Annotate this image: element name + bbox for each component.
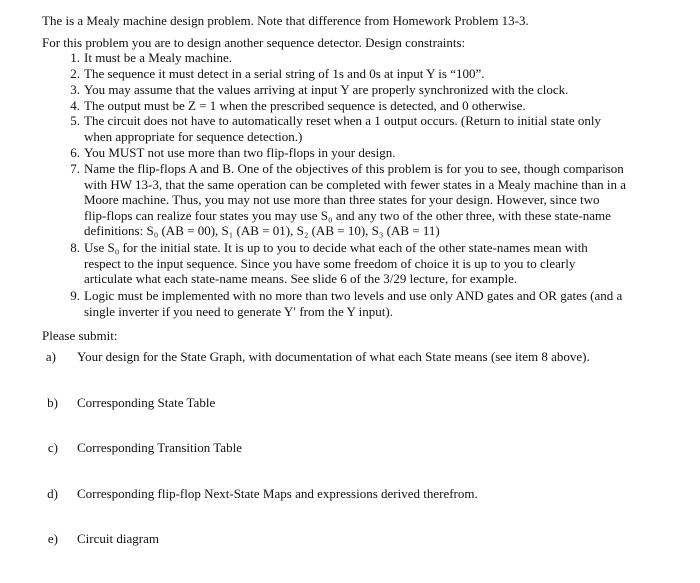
constraint-number: 1.: [70, 50, 80, 65]
constraint-text-line: The circuit does not have to automatically reset when a 1 output occurs. (Return to initial state only: [84, 113, 601, 128]
constraint-text-line: Name the flip-flops A and B. One of the objectives of this problem is for you to see, though comparison: [84, 161, 624, 176]
constraint-number: 4.: [70, 98, 80, 113]
constraint-number: 6.: [70, 145, 80, 160]
constraint-text-line: Use S₀ for the initial state. It is up to you to decide what each of the other state-names mean with: [84, 240, 588, 255]
constraint-number: 2.: [70, 66, 80, 81]
submit-item-text: Corresponding flip-flop Next-State Maps and expressions derived therefrom.: [77, 486, 478, 501]
constraint-text-line: The sequence it must detect in a serial string of 1s and 0s at input Y is “100”.: [84, 66, 485, 81]
submit-item-letter: c): [47, 440, 58, 455]
constraint-text-line: Moore machine. Thus, you may not use more than three states for your design. However, since two: [84, 192, 600, 208]
constraint-text-line: single inverter if you need to generate Y′ from the Y input).: [84, 303, 393, 319]
constraint-text-line: It must be a Mealy machine.: [84, 50, 233, 65]
constraint-text-line: Logic must be implemented with no more than two levels and use only AND gates and OR gates (and a: [84, 288, 623, 303]
submit-heading: Please submit:: [42, 328, 118, 343]
constraint-text-line: with HW 13-3, that the same operation can be completed with fewer states in a Mealy machine than in a: [84, 176, 626, 192]
constraint-text-line: You MUST not use more than two flip-flops in your design.: [84, 145, 396, 160]
constraint-number: 5.: [70, 113, 80, 128]
constraint-text-line: flip-flops can realize four states you may use S₀ and any two of the other three, with these state-name: [84, 207, 611, 223]
constraint-text-line: The output must be Z = 1 when the prescribed sequence is detected, and 0 otherwise.: [84, 98, 526, 113]
submit-item-letter: a): [45, 349, 56, 364]
submit-item-text: Circuit diagram: [77, 531, 159, 546]
constraint-number: 9.: [70, 288, 80, 303]
submit-item-letter: b): [47, 395, 58, 410]
submit-item-text: Corresponding Transition Table: [77, 440, 242, 455]
constraint-text-line: definitions: S₀ (AB = 00), S₁ (AB = 01), S₂ (AB = 10), S₃ (AB = 11): [84, 223, 440, 239]
submit-item-letter: d): [47, 486, 58, 501]
constraint-number: 3.: [70, 82, 80, 97]
submit-item-text: Your design for the State Graph, with documentation of what each State means (see item 8 above).: [77, 349, 590, 364]
constraint-text-line: You may assume that the values arriving at input Y are properly synchronized with the clock.: [84, 82, 569, 97]
constraint-text-line: when appropriate for sequence detection.): [84, 128, 303, 144]
intro-line-2: For this problem you are to design another sequence detector. Design constraints:: [42, 35, 466, 50]
constraint-text-line: articulate what each state-name means. See slide 6 of the 3/29 lecture, for example.: [84, 271, 518, 287]
constraint-text-line: respect to the input sequence. Since you have some freedom of choice it is up to you to clearly: [84, 255, 576, 271]
submit-item-letter: e): [47, 531, 58, 546]
submit-item-text: Corresponding State Table: [77, 395, 216, 410]
constraint-number: 7.: [70, 161, 80, 176]
intro-line-1: The is a Mealy machine design problem. Note that difference from Homework Problem 13-3.: [42, 13, 529, 28]
constraint-number: 8.: [70, 240, 80, 255]
